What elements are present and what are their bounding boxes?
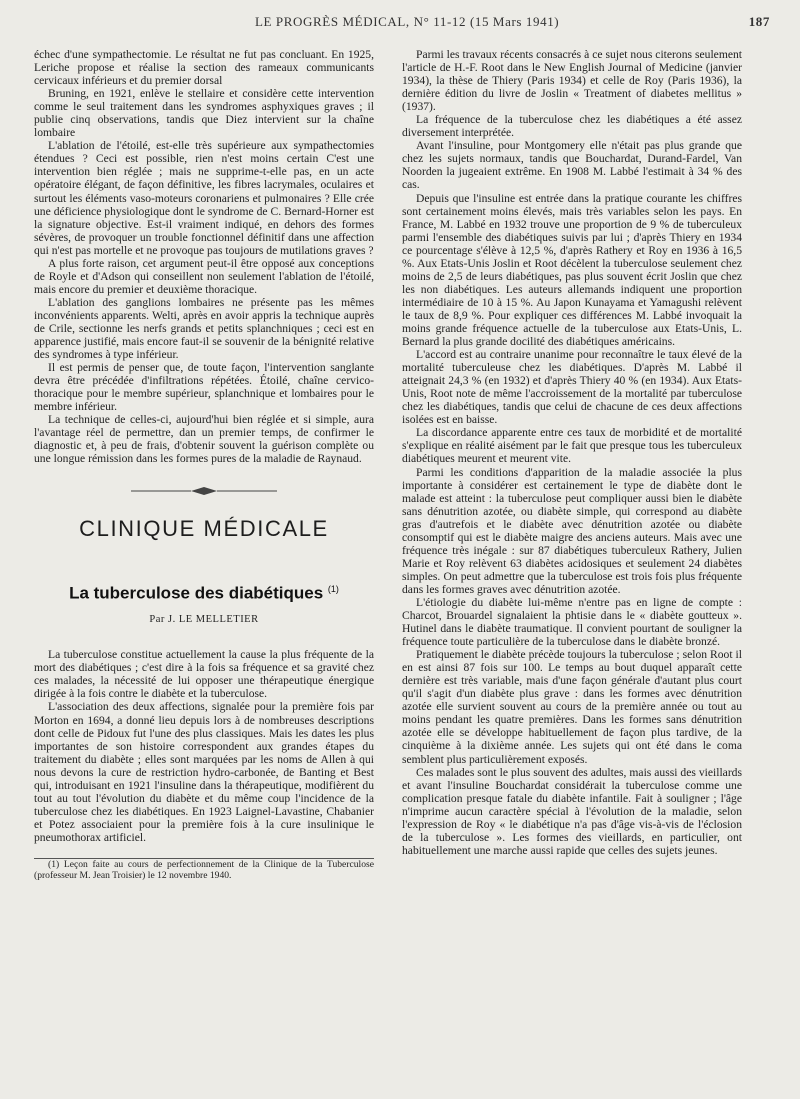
article-title-text: La tuberculose des diabétiques (69, 583, 324, 603)
paragraph: L'accord est au contraire unanime pour reconnaître le taux élevé de la mortalité tuberculeuse chez les diabétiques. D'après M. Labbé il atteignait 24,3 % (en 1932) et d'après Thiery 40 % (en 1934). Aux Etats-Unis, Root note de même l'accroissement de la mortalité par tuberculose chez les diabétiques, tandis que celui de chacune de ces deux affections isolées est en baisse. (402, 348, 742, 427)
paragraph: L'association des deux affections, signalée pour la première fois par Morton en 1694, a donné lieu depuis lors à de nombreuses descriptions dont celle de Pidoux fut l'une des plus classiques. Mais les dates les plus importantes de son histoire correspondent aux grandes étapes du traitement du diabète ; elles sont marquées par les noms de Allen à qui nous devons la cure de restriction hydro-carbonée, de Banting et Best qui, introduisant en 1921 l'insuline dans la thérapeutique, modifièrent du tout au tout l'évolution du diabète et du même coup l'incidence de la tuberculose chez les diabétiques. En 1923 Laignel-Lavastine, Chabanier et Potez associaient pour la première fois à la cure insulinique le pneumothorax artificiel. (34, 700, 374, 844)
paragraph: Pratiquement le diabète précède toujours la tuberculose ; selon Root il en est ainsi 87 fois sur 100. Le temps au bout duquel apparaît cette dernière est très variable, mais d'une façon générale d'autant plus court qu'il s'agit d'un diabète plus grave : dans les formes avec dénutrition azotée elle survient souvent au cours de la première année ou tout au moins pendant les quatre premières. Dans les formes sans dénutrition azotée elle se développe habituellement de façon plus tardive, de la cinquième à la dixième année. Les sujets qui ont été dans le coma semblent plus particulièrement exposés. (402, 648, 742, 766)
right-column (402, 48, 742, 857)
byline: Par J. LE MELLETIER (149, 614, 259, 626)
paragraph: Bruning, en 1921, enlève le stellaire et considère cette intervention comme le seul traitement dans les syndromes asphyxiques graves ; il publie cinq observations, tandis que Diez intervient sur la chaîne lombaire (34, 87, 374, 140)
footnote-mark: (1) (327, 583, 339, 594)
paragraph: Avant l'insuline, pour Montgomery elle n'était pas plus grande que chez les sujets normaux, tandis que Bouchardat, Durand-Fardel, Van Noorden la jugeaient extrême. En 1908 M. Labbé l'estimait à 34 % des cas. (402, 139, 742, 192)
journal-title: LE PROGRÈS MÉDICAL, N° 11-12 (15 Mars 1941) (255, 14, 560, 29)
left-column (34, 48, 374, 881)
paragraph: L'ablation de l'étoilé, est-elle très supérieure aux sympathectomies étendues ? Ceci est possible, rien n'est moins certain C'est une intervention bien réglée ; mais ne supprime-t-elle pas, en un acte opératoire élégant, de façon définitive, les fibres lacrymales, oculaires et surtout les éléments vaso-moteurs coronariens et pulmonaires ? Elle crée une déficience physiologique dont le syndrome de C. Bernard-Horner est la signature objective. Est-il vraiment indiqué, en dehors des formes sévères, de provoquer un trouble fonctionnel définitif dans une affection qui n'est pas mortelle et ne provoque pas toujours de mutilations graves ? (34, 139, 374, 257)
paragraph: La tuberculose constitue actuellement la cause la plus fréquente de la mort des diabétiques ; c'est dire à la fois sa fréquence et sa gravité chez ces malades, la nécessité de lui opposer une thérapeutique énergique dirigée à la fois contre le diabète et la tuberculose. (34, 648, 374, 701)
paragraph: Ces malades sont le plus souvent des adultes, mais aussi des vieillards et avant l'insuline Bouchardat considérait la tuberculose comme une complication presque fatale du diabète infantile. Fait à souligner ; l'âge n'imprime aucun caractère spécial à l'évolution de la maladie, selon l'expression de Roy « le diabétique n'a pas d'âge vis-à-vis de l'éclosion de la tuberculose ». Les formes des vieillards, en particulier, ont habituellement une marche aussi rapide que celles des sujets jeunes. (402, 765, 742, 857)
article-title (34, 583, 374, 603)
paragraph: La fréquence de la tuberculose chez les diabétiques a été assez diversement interprétée. (402, 113, 742, 140)
paragraph: Il est permis de penser que, de toute façon, l'intervention sanglante devra être précédée d'infiltrations répétées. Étoilé, chaîne cervico-thoracique pour le membre supérieur, splanchnique et lombaires pour le membre inférieur. (34, 361, 374, 414)
page-number: 187 (748, 14, 770, 29)
footnote: (1) Leçon faite au cours de perfectionnement de la Clinique de la Tuberculose (professeur M. Jean Troisier) le 12 novembre 1940. (34, 859, 374, 881)
paragraph: L'ablation des ganglions lombaires ne présente pas les mêmes inconvénients apparents. Welti, après en avoir appris la technique auprès de Crile, sectionne les nerfs grands et petits splanchniques ; ceci est en apparence justifié, mais encore faut-il se souvenir de la bénignité relative des syndromes à type inférieur. (34, 295, 374, 362)
paragraph: Depuis que l'insuline est entrée dans la pratique courante les chiffres sont certainement moins élevés, mais très variables selon les pays. En France, M. Labbé en 1932 trouve une proportion de 9 % de tuberculeux parmi l'ensemble des diabétiques suivis par lui ; d'après Thiery en 1934 ce pourcentage s'élève à 12,5 %, d'après Rathery et Roy en 1936 à 16,5 %. Aux Etats-Unis Joslin et Root décèlent la tuberculose seulement chez moins de 2,5 de leurs diabétiques, pas plus souvent écrit Joslin que chez les non diabétiques. Les auteurs allemands indiquent une proportion intermédiaire de 10 à 15 %. Au Japon Kunayama et Yamagushi relèvent le taux de 8,9 %. Pour expliquer ces différences M. Labbé invoquait la moins grande fréquence actuelle de la tuberculose aux Etats-Unis, L. Bernard la plus grande docilité des diabétiques américains. (402, 191, 742, 349)
paragraph: Parmi les conditions d'apparition de la maladie associée la plus importante à considérer est certainement le type de diabète dont le malade est atteint : la tuberculose peut compliquer aussi bien le diabète sans dénutrition azotée, ou diabète simple, qui correspond au diabète gras d'autrefois et le diabète avec dénutrition azotée ou diabète consomptif qui est le diabète maigre des anciens auteurs. Mais avec une fréquence très inégale : sur 87 diabétiques tuberculeux Rathery, Julien Marie et Roy relèvent 63 diabètes acidosiques et seulement 24 diabètes simples. On peut admettre que la tuberculose est trois fois plus fréquente dans les formes graves avec dénutrition azotée. (402, 465, 742, 596)
paragraph: Parmi les travaux récents consacrés à ce sujet nous citerons seulement l'article de H.-F. Root dans le New English Journal of Medicine (janvier 1934), la thèse de Thiery (Paris 1934) et celle de Roy (Paris 1936), la dernière édition du livre de Joslin « Treatment of diabetes mellitus » (1937). (402, 48, 742, 114)
paragraph: La discordance apparente entre ces taux de morbidité et de mortalité s'explique en réalité aisément par le fait que presque tous les tuberculeux diabétiques meurent et meurent vite. (402, 426, 742, 466)
paragraph: A plus forte raison, cet argument peut-il être opposé aux conceptions de Royle et d'Adson qui conseillent non seulement l'ablation de l'étoilé, mais encore du premier et deuxième thoracique. (34, 256, 374, 296)
paragraph: échec d'une sympathectomie. Le résultat ne fut pas concluant. En 1925, Leriche propose et réalise la section des rameaux communicants cervicaux inférieurs et du premier dorsal (34, 48, 374, 88)
paragraph: La technique de celles-ci, aujourd'hui bien réglée et si simple, aura l'avantage réel de permettre, dan un premier temps, de confirmer le diagnostic et, à peu de frais, d'obtenir souvent la guérison complète ou une longue rémission dans les formes pures de la maladie de Raynaud. (34, 413, 374, 466)
section-title: CLINIQUE MÉDICALE (79, 515, 329, 541)
section-divider-ornament (129, 484, 279, 498)
paragraph: L'étiologie du diabète lui-même n'entre pas en ligne de compte : Charcot, Brouardel signalaient la phtisie dans le « diabète goutteux ». Hutinel dans le diabète traumatique. Il convient pourtant de souligner la fréquence toute particulière de la tuberculose dans le diabète bronzé. (402, 595, 742, 649)
